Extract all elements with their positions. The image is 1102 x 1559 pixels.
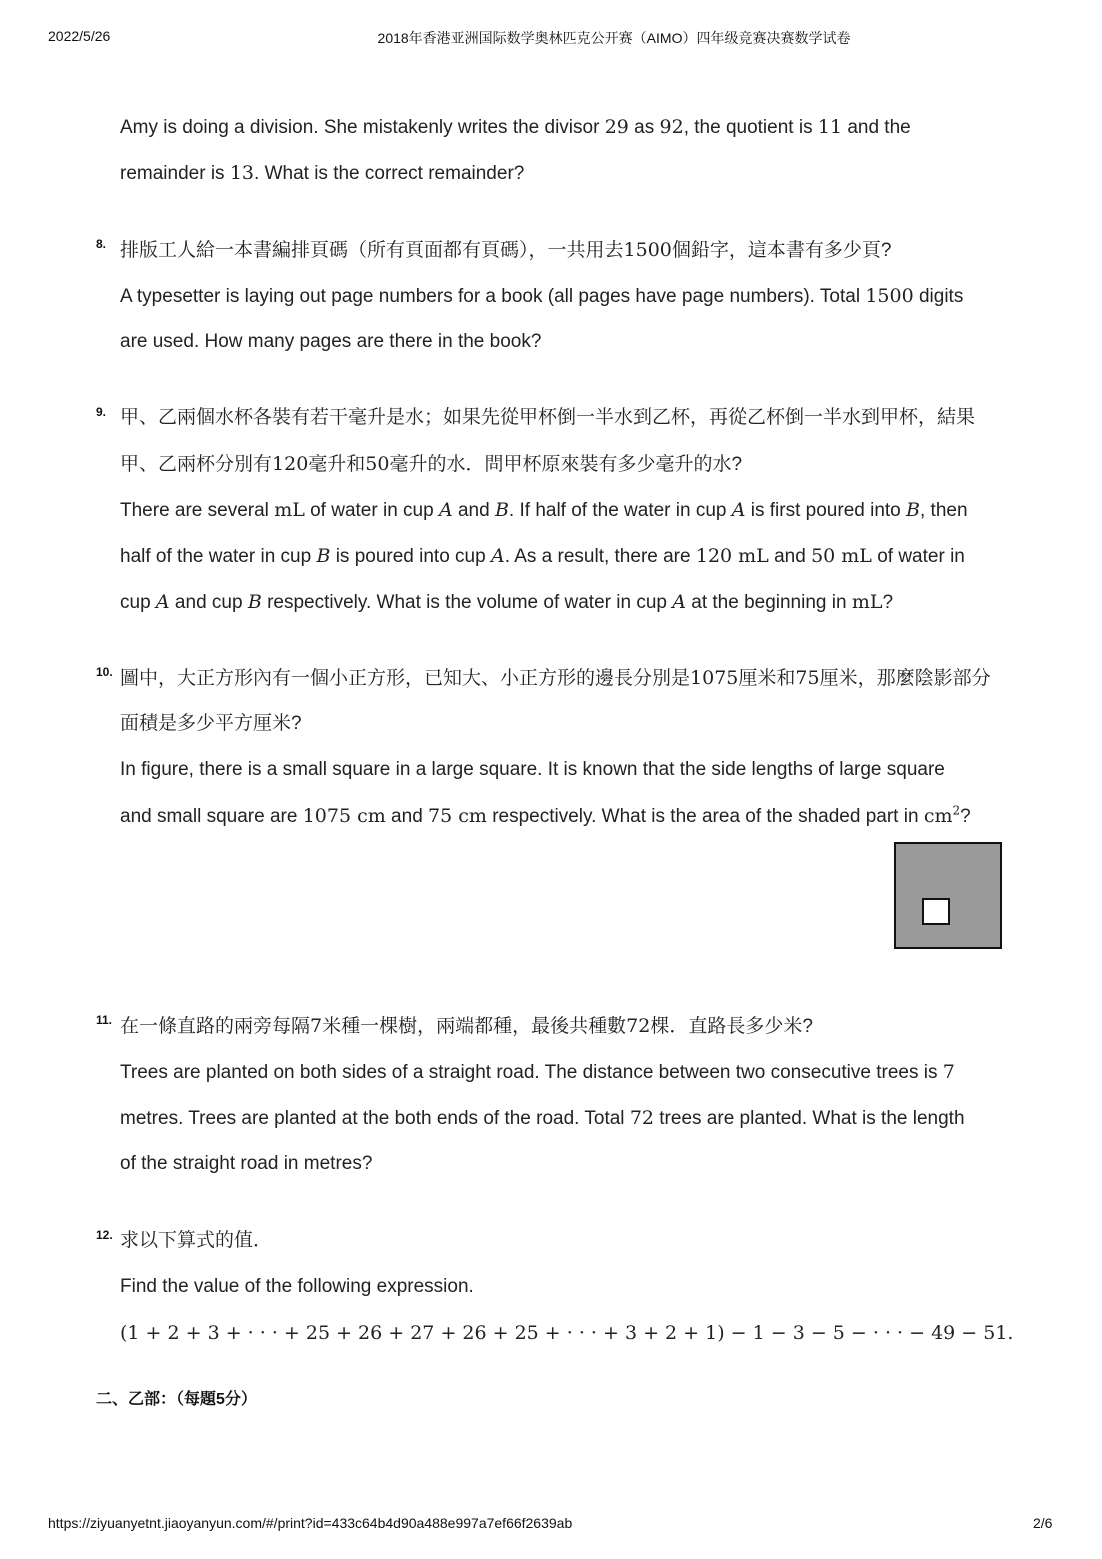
question-9 — [120, 395, 1020, 625]
q8-en-line-2: are used. How many pages are there in the book? — [120, 331, 542, 352]
q12-expression: (1 + 2 + 3 + · · · + 25 + 26 + 27 + 26 + 25 + · · · + 3 + 2 + 1) − 1 − 3 − 5 − · · · − 49 − 51. — [120, 1322, 1014, 1344]
q12-zh-line: 求以下算式的值． — [120, 1230, 273, 1251]
small-square — [922, 898, 950, 925]
q11-en-line-1: Trees are planted on both sides of a straight road. The distance between two consecutive trees is 7 — [120, 1061, 955, 1083]
q9-en-line-2: half of the water in cup B is poured into cup A. As a result, there are 120 mL and 50 mL of water in — [120, 545, 965, 567]
square-figure — [894, 842, 1002, 949]
question-9-number: 9. — [96, 405, 107, 419]
q7-en-line-1: Amy is doing a division. She mistakenly writes the divisor 29 as 92, the quotient is 11 and the — [120, 116, 911, 138]
q9-en-line-3: cup A and cup B respectively. What is the volume of water in cup A at the beginning in mL? — [120, 591, 894, 613]
page-title: 2018年香港亚洲国际数学奥林匹克公开赛（AIMO）四年级竞赛决赛数学试卷 — [377, 30, 851, 46]
question-12-number: 12. — [96, 1228, 113, 1242]
question-10-number: 10. — [96, 665, 113, 679]
q10-zh-line-2: 面積是多少平方厘米? — [120, 713, 302, 734]
q7-en-line-2: remainder is 13. What is the correct remainder? — [120, 162, 525, 184]
q9-en-line-1: There are several mL of water in cup A and B. If half of the water in cup A is first poured into B, then — [120, 499, 968, 521]
q8-zh-line: 排版工人給一本書編排頁碼（所有頁面都有頁碼），一共用去1500個鉛字，這本書有多少頁? — [120, 239, 892, 261]
q11-zh-line: 在一條直路的兩旁每隔7米種一棵樹，兩端都種，最後共種數72棵．直路長多少米? — [120, 1015, 813, 1037]
q10-en-line-1: In figure, there is a small square in a large square. It is known that the side lengths of large square — [120, 759, 945, 780]
section-heading: 二、乙部：（每題5分） — [96, 1391, 257, 1408]
print-date: 2022/5/26 — [48, 28, 111, 44]
q9-zh-line-2: 甲、乙兩杯分別有120毫升和50毫升的水．問甲杯原來裝有多少毫升的水? — [120, 453, 743, 475]
question-7-text — [120, 104, 1020, 196]
question-10 — [120, 655, 1020, 839]
q11-en-line-3: of the straight road in metres? — [120, 1153, 373, 1174]
footer-url: https://ziyuanyetnt.jiaoyanyun.com/#/print?id=433c64b4d90a488e997a7ef66f2639ab — [48, 1515, 573, 1531]
q10-en-line-2: and small square are 1075 cm and 75 cm respectively. What is the area of the shaded part in $cm^2$? — [120, 803, 971, 827]
q8-en-line-1: A typesetter is laying out page numbers for a book (all pages have page numbers). Total 1500 digits — [120, 285, 964, 307]
q10-zh-line-1: 圖中，大正方形內有一個小正方形，已知大、小正方形的邊長分別是1075厘米和75厘米，那麼陰影部分 — [120, 667, 991, 689]
question-8-number: 8. — [96, 237, 107, 251]
question-11-number: 11. — [96, 1013, 113, 1027]
q12-en-line: Find the value of the following expression. — [120, 1276, 474, 1297]
page-number: 2/6 — [1033, 1515, 1053, 1531]
q11-en-line-2: metres. Trees are planted at the both ends of the road. Total 72 trees are planted. What is the length — [120, 1107, 965, 1129]
question-12 — [120, 1218, 1020, 1356]
q9-zh-line-1: 甲、乙兩個水杯各裝有若干毫升是水；如果先從甲杯倒一半水到乙杯，再從乙杯倒一半水到甲杯，結果 — [120, 407, 976, 428]
question-11 — [120, 1003, 1020, 1187]
question-8 — [120, 227, 1020, 365]
